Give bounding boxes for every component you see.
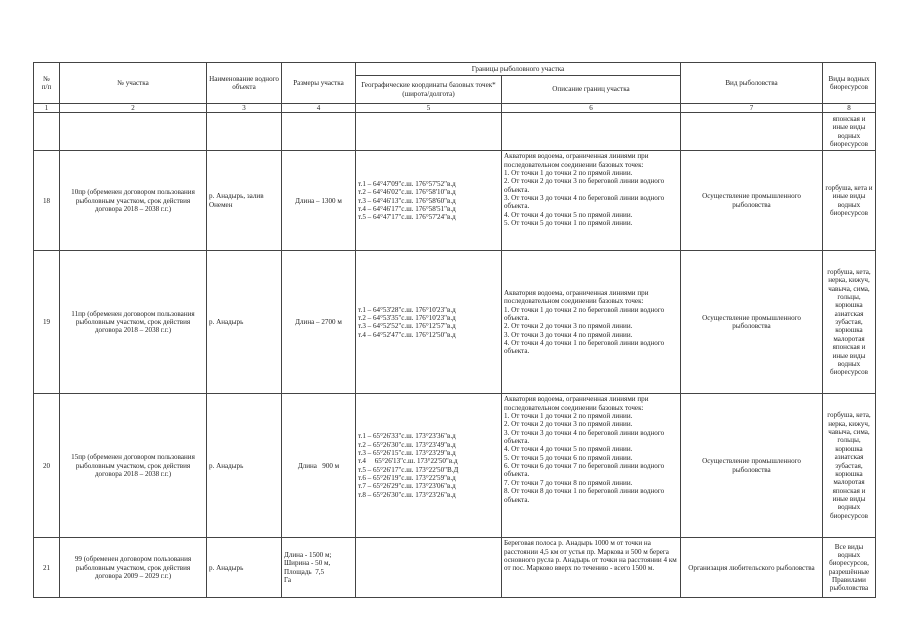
table-row (34, 251, 876, 394)
cell-empty (356, 113, 502, 151)
coordinate-line: т.8 – 65°26'30"с.ш. 173°23'26"в.д (358, 490, 456, 499)
description-line: 3. От точки 3 до точки 4 по береговой линии водного объекта. (504, 428, 665, 446)
size-line: Га (284, 576, 292, 585)
cell-water-body: р. Анадырь (207, 394, 282, 538)
column-number: 8 (823, 104, 876, 113)
cell-coordinates (356, 538, 502, 598)
cell-species: горбуша, кета, нерка, кижуч, чавыча, сима, гольцы, корюшка азиатская зубастая, корюшка малоротая японская и иные виды водных биоресурсов (823, 251, 876, 394)
coordinate-line: т.7 – 65°26'29"с.ш. 173°23'06"в.д (358, 482, 456, 491)
cell-coordinates (356, 394, 502, 538)
cell-description (502, 151, 681, 251)
cell-plot: 99 (обременен договором пользования рыболовным участком, срок действия договора 2009 – 2029 г.г.) (60, 538, 207, 598)
column-number: 2 (60, 104, 207, 113)
cell-number: 21 (34, 538, 60, 598)
description-line: 4. От точки 4 до точки 1 по береговой линии водного объекта. (504, 338, 665, 356)
cell-species: горбуша, кета и иные виды водных биоресурсов (823, 151, 876, 251)
cell-number: 18 (34, 151, 60, 251)
cell-plot: 11пр (обременен договором пользования рыболовным участком, срок действия договора 2018 – 2038 г.г.) (60, 251, 207, 394)
coordinate-line: т.4 – 64°46'17"с.ш. 176°58'51"в.д (358, 204, 456, 213)
coordinate-line: т.5 – 64°47'17"с.ш. 176°57'24"в.д (358, 213, 456, 222)
table-row (34, 394, 876, 538)
cell-fishing-type: Организация любительского рыболовства (681, 538, 823, 598)
cell-water-body: р. Анадырь (207, 538, 282, 598)
cell-empty (681, 113, 823, 151)
coordinate-line: т.4 – 64°52'47"с.ш. 176°12'50"в.д (358, 330, 456, 339)
description-line: 7. От точки 7 до точки 8 по прямой линии. (504, 478, 633, 487)
description-line: 4. От точки 4 до точки 5 по прямой линии. (504, 445, 633, 454)
cell-empty (282, 113, 356, 151)
coordinate-line: т.2 – 65°26'30"с.ш. 173°23'49"в.д (358, 440, 456, 449)
header-description: Описание границ участка (502, 76, 681, 104)
column-number: 6 (502, 104, 681, 113)
table-row (34, 151, 876, 251)
description-line: 1. От точки 1 до точки 2 по береговой линии водного объекта. (504, 305, 665, 322)
coordinate-line: т.3 – 64°52'52"с.ш. 176°12'57"в.д (358, 322, 456, 331)
header-species: Виды водных биоресурсов (823, 63, 876, 104)
description-line: 4. От точки 4 до точки 5 по прямой линии. (504, 210, 633, 219)
table-row (34, 538, 876, 598)
cell-species: японская и иные виды водных биоресурсов (823, 113, 876, 151)
cell-size: Длина – 2700 м (282, 251, 356, 394)
column-number: 3 (207, 104, 282, 113)
cell-fishing-type: Осуществление промышленного рыболовства (681, 151, 823, 251)
cell-coordinates (356, 251, 502, 394)
cell-empty (34, 113, 60, 151)
column-number: 7 (681, 104, 823, 113)
column-number: 5 (356, 104, 502, 113)
description-line: 2. От точки 2 до точки 3 по прямой линии. (504, 322, 633, 331)
coordinate-line: т.1 – 64°53'28"с.ш. 176°10'23"в.д (358, 305, 456, 314)
table-row (34, 113, 876, 151)
coordinate-line: т.3 – 64°46'13"с.ш. 176°58'60"в.д (358, 196, 456, 205)
coordinate-line: т.1 – 65°26'33"с.ш. 173°23'36"в.д (358, 432, 456, 441)
cell-size: Длина – 1300 м (282, 151, 356, 251)
column-numbers-row (34, 104, 876, 113)
header-fishing-type: Вид рыболовства (681, 63, 823, 104)
description-line: 2. От точки 2 до точки 3 по прямой линии. (504, 420, 633, 429)
coordinate-line: т.6 – 65°26'19"с.ш. 173°22'59"в.д (358, 474, 456, 483)
description-line: Акватория водоема, ограниченная линиями при последовательном соединении базовых точек: (504, 395, 649, 412)
size-line: Площадь 7,5 (284, 567, 325, 576)
header-boundaries: Границы рыболовного участка (356, 63, 681, 76)
column-number: 4 (282, 104, 356, 113)
cell-size: Длина 900 м (282, 394, 356, 538)
size-line: Длина - 1500 м; (284, 551, 332, 560)
coordinate-line: т.2 – 64°46'02"с.ш. 176°58'10"в.д (358, 188, 456, 197)
description-line: 1. От точки 1 до точки 2 по прямой линии. (504, 411, 633, 420)
description-line: 6. От точки 6 до точки 7 по береговой линии водного объекта. (504, 462, 665, 479)
cell-species: Все виды водных биоресурсов, разрешённые Правилами рыболовства (823, 538, 876, 598)
cell-fishing-type: Осуществление промышленного рыболовства (681, 251, 823, 394)
description-line: 2. От точки 2 до точки 3 по береговой линии водного объекта. (504, 177, 665, 194)
column-number: 1 (34, 104, 60, 113)
cell-plot: 15пр (обременен договором пользования рыболовным участком, срок действия договора 2018 – 2038 г.г.) (60, 394, 207, 538)
cell-coordinates (356, 151, 502, 251)
description-line: 3. От точки 3 до точки 4 по прямой линии. (504, 330, 633, 339)
description-line: 5. От точки 5 до точки 1 по прямой линии. (504, 219, 633, 228)
cell-empty (502, 113, 681, 151)
cell-description: Береговая полоса р. Анадырь 1000 м от точки на расстоянии 4,5 км от устья пр. Маркова и 500 м берега основного русла р. Анадырь от точки на расстоянии 4 км от пос. Марково вверх по течению - всего 1500 м. (502, 538, 681, 598)
coordinate-line: т.3 – 65°26'15"с.ш. 173°23'29"в.д (358, 449, 456, 458)
header-coordinates: Географические координаты базовых точек* (широта/долгота) (356, 76, 502, 104)
cell-size (282, 538, 356, 598)
description-line: 8. От точки 8 до точки 1 по береговой линии водного объекта. (504, 487, 665, 504)
cell-plot: 10пр (обременен договором пользования рыболовным участком, срок действия договора 2018 – 2038 г.г.) (60, 151, 207, 251)
cell-empty (207, 113, 282, 151)
coordinate-line: т.5 – 65°26'17"с.ш. 173°22'50"В.Д (358, 465, 459, 474)
cell-description (502, 394, 681, 538)
header-size: Размеры участка (282, 63, 356, 104)
cell-description (502, 251, 681, 394)
coordinate-line: т.4 65°26'13"с.ш. 173°22'50"в.д (358, 457, 458, 466)
coordinate-line: т.2 – 64°53'35"с.ш. 176°10'23"в.д (358, 313, 456, 322)
description-line: Акватория водоема, ограниченная линиями при последовательном соединении базовых точек: (504, 288, 649, 306)
cell-water-body: р. Анадырь, залив Онемен (207, 151, 282, 251)
header-water-body: Наименование водного объекта (207, 63, 282, 104)
header-plot: № участка (60, 63, 207, 104)
description-line: 5. От точки 5 до точки 6 по прямой линии. (504, 453, 633, 462)
fishing-plots-table (33, 62, 876, 598)
coordinate-line: т.1 – 64°47'09"с.ш. 176°57'52"в.д (358, 179, 456, 188)
header-number: № п/п (34, 63, 60, 104)
cell-number: 19 (34, 251, 60, 394)
description-line: 1. От точки 1 до точки 2 по прямой линии. (504, 168, 633, 177)
description-line: 3. От точки 3 до точки 4 по береговой линии водного объекта. (504, 194, 665, 211)
description-line: Акватория водоема, ограниченная линиями при последовательном соединении базовых точек: (504, 152, 649, 169)
cell-number: 20 (34, 394, 60, 538)
size-line: Ширина - 50 м, (284, 559, 331, 568)
cell-empty (60, 113, 207, 151)
cell-species: горбуша, кета, нерка, кижуч, чавыча, сима, гольцы, корюшка азиатская зубастая, корюшка малоротая японская и иные виды водных биоресурсов (823, 394, 876, 538)
cell-water-body: р. Анадырь (207, 251, 282, 394)
cell-fishing-type: Осуществление промышленного рыболовства (681, 394, 823, 538)
